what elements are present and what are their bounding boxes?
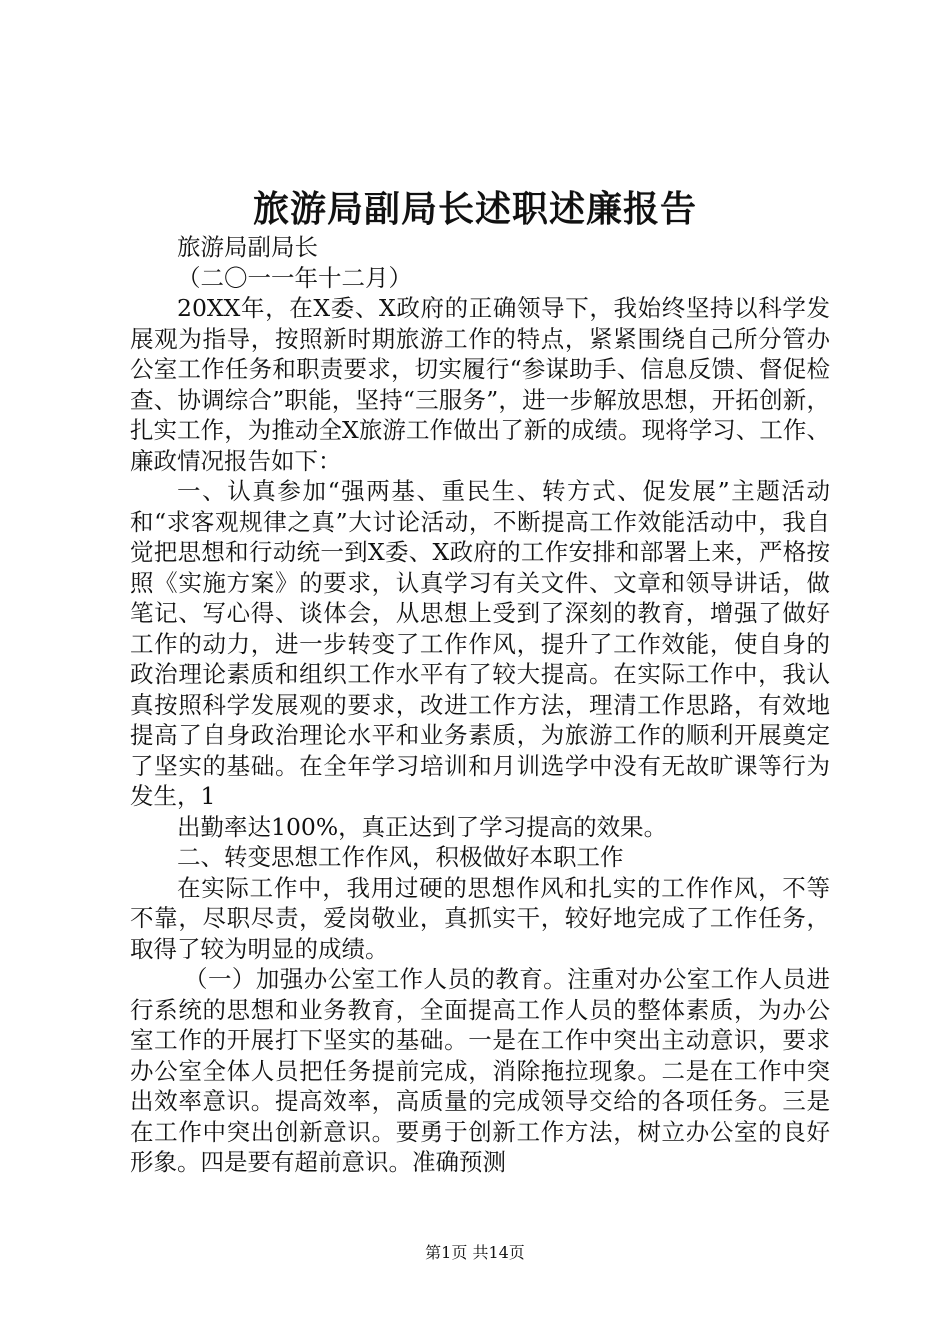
document-title: 旅游局副局长述职述廉报告 — [252, 188, 697, 230]
section-two-heading: 二、转变思想工作作风，积极做好本职工作 — [177, 843, 624, 871]
intro-paragraph: 20XX年，在X委、X政府的正确领导下，我始终坚持以科学发展观为指导，按照新时期旅游工作的特点，紧紧围绕自己所分管办公室工作任务和职责要求，切实履行“参谋助手、信息反馈、督促检查、协调综合”职能，坚持“三服务”，进一步解放思想，开拓创新，扎实工作，为推动全X旅游工作做出了新的成绩。现将学习、工作、廉政情况报告如下： — [130, 294, 830, 475]
document-body — [130, 232, 830, 1178]
subsection-one-paragraph: （一）加强办公室工作人员的教育。注重对办公室工作人员进行系统的思想和业务教育，全面提高工作人员的整体素质，为办公室工作的开展打下坚实的基础。一是在工作中突出主动意识，要求办公室全体人员把任务提前完成，消除拖拉现象。二是在工作中突出效率意识。提高效率，高质量的完成领导交给的各项任务。三是在工作中突出创新意识。要勇于创新工作方法，树立办公室的良好形象。四是要有超前意识。准确预测 — [130, 965, 830, 1176]
date-line: （二〇一一年十二月） — [177, 263, 412, 292]
author-line: 旅游局副局长 — [177, 233, 318, 261]
attendance-paragraph: 出勤率达100%，真正达到了学习提高的效果。 — [177, 812, 668, 841]
section-one-paragraph: 一、认真参加“强两基、重民生、转方式、促发展”主题活动和“求客观规律之真”大讨论活动，不断提高工作效能活动中，我自觉把思想和行动统一到X委、X政府的工作安排和部署上来，严格按照《实施方案》的要求，认真学习有关文件、文章和领导讲话，做笔记、写心得、谈体会，从思想上受到了深刻的教育，增强了做好工作的动力，进一步转变了工作作风，提升了工作效能，使自身的政治理论素质和组织工作水平有了较大提高。在实际工作中，我认真按照科学发展观的要求，改进工作方法，理清工作思路，有效地提高了自身政治理论水平和业务素质，为旅游工作的顺利开展奠定了坚实的基础。在全年学习培训和月训选学中没有无故旷课等行为发生，1 — [130, 477, 830, 810]
page-footer: 第1页 共14页 — [425, 1243, 525, 1262]
section-two-paragraph: 在实际工作中，我用过硬的思想作风和扎实的工作作风，不等不靠，尽职尽责，爱岗敬业，真抓实干，较好地完成了工作任务，取得了较为明显的成绩。 — [130, 873, 830, 963]
